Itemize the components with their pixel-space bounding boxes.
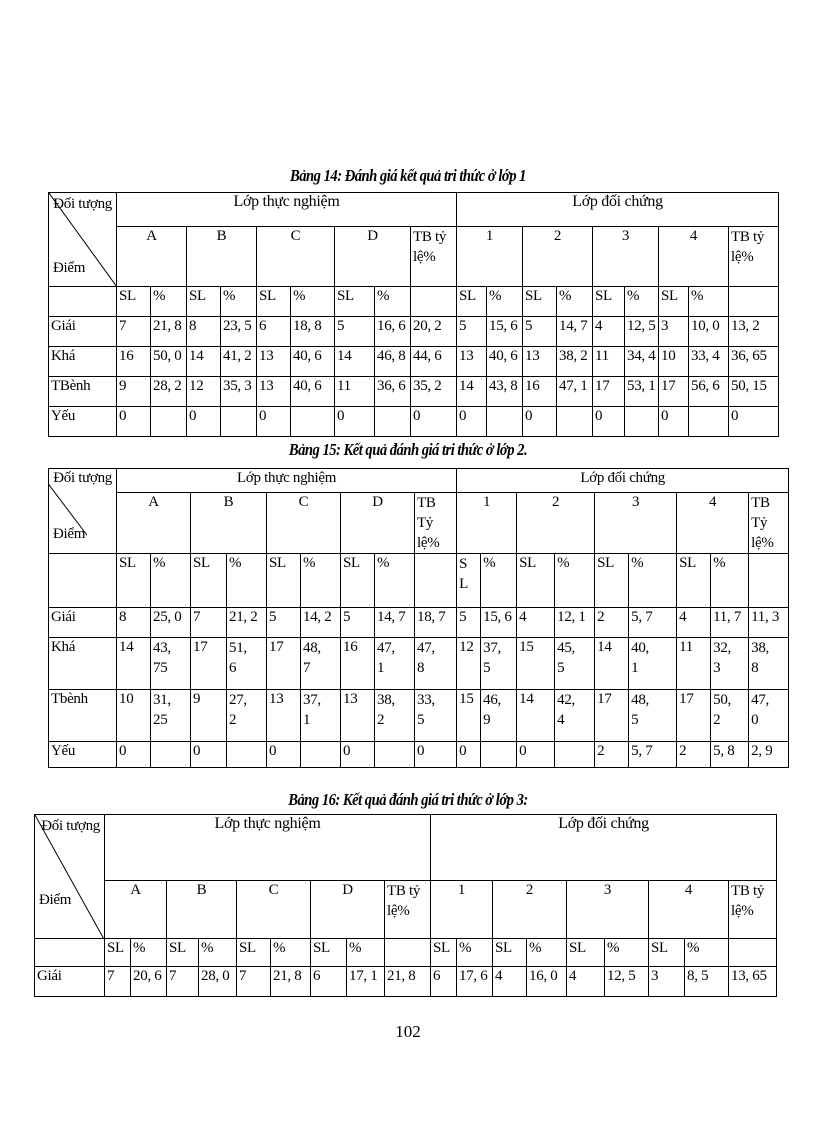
table-cell: 0 xyxy=(457,407,487,437)
corner-bottom-label: Điểm xyxy=(53,526,86,542)
row-label: TBènh xyxy=(49,377,117,407)
row-label: Yếu xyxy=(49,407,117,437)
sl-label: SL xyxy=(191,554,227,608)
row-label: Khá xyxy=(49,638,117,690)
table-cell: 0 xyxy=(517,742,555,768)
table-cell: 0 xyxy=(117,407,151,437)
row-label: Tbènh xyxy=(49,690,117,742)
col-header: 2 xyxy=(493,881,567,939)
pct-label: % xyxy=(555,554,595,608)
pct-label: % xyxy=(291,287,335,317)
table-row xyxy=(49,317,779,347)
table-cell: 40, 1 xyxy=(629,638,677,690)
col-header: B xyxy=(187,227,257,287)
empty-cell xyxy=(35,939,105,967)
pct-label: % xyxy=(151,554,191,608)
table-cell: 51, 6 xyxy=(227,638,267,690)
pct-label: % xyxy=(481,554,517,608)
row-label: Giái xyxy=(49,317,117,347)
table-cell: 27, 2 xyxy=(227,690,267,742)
table-cell: 13 xyxy=(457,347,487,377)
pct-label: % xyxy=(271,939,311,967)
corner-top-label: Đối tượng xyxy=(53,196,112,212)
corner-bottom-label: Điểm xyxy=(53,260,86,276)
row-label: Yếu xyxy=(49,742,117,768)
table-cell: 16 xyxy=(341,638,375,690)
sl-label: SL xyxy=(341,554,375,608)
sl-label: SL xyxy=(311,939,347,967)
table-cell: 8 xyxy=(187,317,221,347)
table-cell: 14, 7 xyxy=(375,608,415,638)
table-cell: 14 xyxy=(117,638,151,690)
table-cell: 17 xyxy=(595,690,629,742)
pct-label: % xyxy=(199,939,237,967)
col-header: 4 xyxy=(659,227,729,287)
table-cell: 5 xyxy=(457,608,481,638)
table16-caption: Bảng 16: Kết quả đánh giá tri thức ở lớp 3: xyxy=(288,790,528,809)
empty-cell xyxy=(49,554,117,608)
table-cell: 13 xyxy=(257,347,291,377)
table16-corner xyxy=(35,815,105,939)
table-cell: 14, 2 xyxy=(301,608,341,638)
sl-label: SL xyxy=(335,287,375,317)
table-cell: 15 xyxy=(517,638,555,690)
pct-label: % xyxy=(557,287,593,317)
table-cell: 7 xyxy=(167,967,199,997)
table-cell: 36, 6 xyxy=(375,377,411,407)
table-cell: 47, 0 xyxy=(749,690,789,742)
tb-header: TB Tỷ lệ% xyxy=(749,493,789,554)
table-cell: 12, 5 xyxy=(625,317,659,347)
table-row xyxy=(49,608,789,638)
table-row xyxy=(49,407,779,437)
table-cell xyxy=(375,742,415,768)
table-cell: 18, 7 xyxy=(415,608,457,638)
col-header: C xyxy=(237,881,311,939)
table-cell: 21, 2 xyxy=(227,608,267,638)
pct-label: % xyxy=(221,287,257,317)
col-header: D xyxy=(311,881,385,939)
table-cell: 48, 5 xyxy=(629,690,677,742)
group-exp-header: Lớp thực nghiệm xyxy=(117,193,457,227)
table-row xyxy=(49,377,779,407)
table-cell: 35, 3 xyxy=(221,377,257,407)
group-ctrl-header: Lớp đối chứng xyxy=(431,815,777,881)
pct-label: % xyxy=(131,939,167,967)
table-cell: 18, 8 xyxy=(291,317,335,347)
table-cell: 25, 0 xyxy=(151,608,191,638)
sl-label: SL xyxy=(431,939,457,967)
table-cell: 11, 7 xyxy=(711,608,749,638)
sl-row xyxy=(35,939,777,967)
sl-label: SL xyxy=(117,554,151,608)
empty-cell xyxy=(749,554,789,608)
table-cell: 6 xyxy=(257,317,291,347)
table-cell: 11 xyxy=(593,347,625,377)
sl-label: SL xyxy=(517,554,555,608)
table-cell: 28, 0 xyxy=(199,967,237,997)
table-cell: 10 xyxy=(659,347,689,377)
table15 xyxy=(48,468,789,768)
pct-label: % xyxy=(625,287,659,317)
sl-row xyxy=(49,554,789,608)
table16 xyxy=(34,814,777,997)
table-cell: 31, 25 xyxy=(151,690,191,742)
pct-label: % xyxy=(375,287,411,317)
pct-label: % xyxy=(151,287,187,317)
empty-cell xyxy=(49,287,117,317)
table-cell: 0 xyxy=(729,407,779,437)
table-cell: 12 xyxy=(187,377,221,407)
sl-label: SL xyxy=(659,287,689,317)
table-cell: 20, 2 xyxy=(411,317,457,347)
col-header: 4 xyxy=(649,881,729,939)
pct-label: % xyxy=(685,939,729,967)
table-cell: 43, 8 xyxy=(487,377,523,407)
table-cell: 0 xyxy=(659,407,689,437)
table-cell: 7 xyxy=(105,967,131,997)
col-header: 1 xyxy=(457,493,517,554)
table-cell: 36, 65 xyxy=(729,347,779,377)
table-cell: 5, 7 xyxy=(629,742,677,768)
table-cell: 0 xyxy=(257,407,291,437)
col-header: A xyxy=(117,227,187,287)
sl-label: SL xyxy=(167,939,199,967)
empty-cell xyxy=(411,287,457,317)
table-cell: 15, 6 xyxy=(487,317,523,347)
table-cell: 13 xyxy=(267,690,301,742)
table-cell: 2 xyxy=(677,742,711,768)
table-cell: 4 xyxy=(517,608,555,638)
table-cell: 8 xyxy=(117,608,151,638)
sl-label: SL xyxy=(523,287,557,317)
empty-cell xyxy=(415,554,457,608)
table-cell: 43, 75 xyxy=(151,638,191,690)
table-cell: 3 xyxy=(649,967,685,997)
table-cell xyxy=(555,742,595,768)
table-row xyxy=(49,690,789,742)
table-cell: 9 xyxy=(117,377,151,407)
table-cell: 47, 1 xyxy=(375,638,415,690)
table-cell: 0 xyxy=(411,407,457,437)
sl-label: SL xyxy=(493,939,527,967)
table-cell: 46, 9 xyxy=(481,690,517,742)
table-cell: 15, 6 xyxy=(481,608,517,638)
table-cell xyxy=(557,407,593,437)
table-cell: 33, 4 xyxy=(689,347,729,377)
table-cell: 17, 6 xyxy=(457,967,493,997)
table-cell xyxy=(151,407,187,437)
corner-top-label: Đối tượng xyxy=(41,818,100,834)
sl-label: SL xyxy=(117,287,151,317)
table-cell: 40, 6 xyxy=(487,347,523,377)
table-cell: 13, 65 xyxy=(729,967,777,997)
table-cell: 7 xyxy=(191,608,227,638)
table-cell: 2 xyxy=(595,742,629,768)
table-cell: 0 xyxy=(267,742,301,768)
table-cell: 14, 7 xyxy=(557,317,593,347)
empty-cell xyxy=(729,287,779,317)
table-cell: 15 xyxy=(457,690,481,742)
table15-corner xyxy=(49,469,117,554)
table-cell: 5 xyxy=(335,317,375,347)
sl-label: SL xyxy=(237,939,271,967)
table-cell: 14 xyxy=(187,347,221,377)
pct-label: % xyxy=(347,939,385,967)
table-cell: 6 xyxy=(431,967,457,997)
col-header: 1 xyxy=(457,227,523,287)
sl-label: S L xyxy=(457,554,481,608)
table-row xyxy=(49,742,789,768)
table-cell: 13, 2 xyxy=(729,317,779,347)
table-cell xyxy=(375,407,411,437)
table-cell: 6 xyxy=(311,967,347,997)
table-cell: 17 xyxy=(593,377,625,407)
col-header: 4 xyxy=(677,493,749,554)
table-cell: 4 xyxy=(493,967,527,997)
table-cell: 7 xyxy=(237,967,271,997)
table-cell: 33, 5 xyxy=(415,690,457,742)
table14-caption: Bảng 14: Đánh giá kết quả tri thức ở lớp 1 xyxy=(290,166,526,185)
table-cell xyxy=(487,407,523,437)
pct-label: % xyxy=(527,939,567,967)
table14-corner xyxy=(49,193,117,287)
table-cell: 20, 6 xyxy=(131,967,167,997)
table-cell: 41, 2 xyxy=(221,347,257,377)
group-ctrl-header: Lớp đối chứng xyxy=(457,469,789,493)
table-cell: 21, 8 xyxy=(385,967,431,997)
sl-label: SL xyxy=(567,939,605,967)
table-cell: 0 xyxy=(415,742,457,768)
corner-top-label: Đối tượng xyxy=(53,470,112,486)
table-cell: 5 xyxy=(341,608,375,638)
table-cell: 14 xyxy=(457,377,487,407)
table-cell: 17 xyxy=(659,377,689,407)
table-cell: 0 xyxy=(523,407,557,437)
table-cell: 17 xyxy=(267,638,301,690)
table-cell: 0 xyxy=(341,742,375,768)
table-cell: 16 xyxy=(523,377,557,407)
empty-cell xyxy=(385,939,431,967)
table-cell: 21, 8 xyxy=(271,967,311,997)
table-cell: 16, 6 xyxy=(375,317,411,347)
col-header: D xyxy=(335,227,411,287)
table-cell: 23, 5 xyxy=(221,317,257,347)
table-cell: 12, 1 xyxy=(555,608,595,638)
table-row xyxy=(35,967,777,997)
table-cell: 42, 4 xyxy=(555,690,595,742)
tb-header: TB Tỷ lệ% xyxy=(415,493,457,554)
table-cell xyxy=(151,742,191,768)
table14 xyxy=(48,192,779,437)
group-ctrl-header: Lớp đối chứng xyxy=(457,193,779,227)
col-header: 3 xyxy=(595,493,677,554)
table-cell: 17 xyxy=(677,690,711,742)
pct-label: % xyxy=(227,554,267,608)
sl-label: SL xyxy=(595,554,629,608)
pct-label: % xyxy=(375,554,415,608)
page-number: 102 xyxy=(395,1022,421,1041)
col-header: 3 xyxy=(567,881,649,939)
table-cell: 32, 3 xyxy=(711,638,749,690)
col-header: B xyxy=(167,881,237,939)
table-cell: 14 xyxy=(335,347,375,377)
sl-label: SL xyxy=(457,287,487,317)
empty-cell xyxy=(729,939,777,967)
pct-label: % xyxy=(689,287,729,317)
table-cell: 35, 2 xyxy=(411,377,457,407)
table-cell: 5 xyxy=(523,317,557,347)
table-cell: 13 xyxy=(257,377,291,407)
col-header: A xyxy=(117,493,191,554)
table-cell: 40, 6 xyxy=(291,347,335,377)
table-cell: 4 xyxy=(593,317,625,347)
table-cell: 0 xyxy=(335,407,375,437)
table-cell: 44, 6 xyxy=(411,347,457,377)
table-cell: 38, 8 xyxy=(749,638,789,690)
table-cell: 50, 2 xyxy=(711,690,749,742)
table-cell: 46, 8 xyxy=(375,347,411,377)
table-cell: 34, 4 xyxy=(625,347,659,377)
table-cell: 5 xyxy=(267,608,301,638)
table-cell: 50, 0 xyxy=(151,347,187,377)
table-cell: 9 xyxy=(191,690,227,742)
sl-row xyxy=(49,287,779,317)
sl-label: SL xyxy=(649,939,685,967)
table-cell: 5, 7 xyxy=(629,608,677,638)
table-cell: 8, 5 xyxy=(685,967,729,997)
table-cell: 12, 5 xyxy=(605,967,649,997)
table-cell: 7 xyxy=(117,317,151,347)
table-cell: 47, 8 xyxy=(415,638,457,690)
table-cell: 5 xyxy=(457,317,487,347)
col-header: 3 xyxy=(593,227,659,287)
pct-label: % xyxy=(457,939,493,967)
table-cell: 3 xyxy=(659,317,689,347)
col-header: 1 xyxy=(431,881,493,939)
table-cell: 4 xyxy=(677,608,711,638)
table-cell: 21, 8 xyxy=(151,317,187,347)
table-cell: 0 xyxy=(187,407,221,437)
col-header: A xyxy=(105,881,167,939)
col-header: 2 xyxy=(517,493,595,554)
pct-label: % xyxy=(301,554,341,608)
table-cell: 0 xyxy=(191,742,227,768)
group-exp-header: Lớp thực nghiệm xyxy=(105,815,431,881)
table-cell: 2 xyxy=(595,608,629,638)
sl-label: SL xyxy=(187,287,221,317)
table-cell: 38, 2 xyxy=(375,690,415,742)
table-cell: 0 xyxy=(457,742,481,768)
col-header: C xyxy=(267,493,341,554)
table-cell: 17, 1 xyxy=(347,967,385,997)
sl-label: SL xyxy=(257,287,291,317)
table-cell: 14 xyxy=(517,690,555,742)
table-cell: 2, 9 xyxy=(749,742,789,768)
tb-header: TB tỷ lệ% xyxy=(385,881,431,939)
table-cell: 47, 1 xyxy=(557,377,593,407)
col-header: 2 xyxy=(523,227,593,287)
table-cell: 0 xyxy=(593,407,625,437)
group-exp-header: Lớp thực nghiệm xyxy=(117,469,457,493)
table-cell: 40, 6 xyxy=(291,377,335,407)
sl-label: SL xyxy=(267,554,301,608)
table-cell: 28, 2 xyxy=(151,377,187,407)
table-cell xyxy=(227,742,267,768)
sl-label: SL xyxy=(677,554,711,608)
table-cell xyxy=(481,742,517,768)
sl-label: SL xyxy=(593,287,625,317)
table-cell: 11 xyxy=(335,377,375,407)
table-cell: 11 xyxy=(677,638,711,690)
table-cell: 17 xyxy=(191,638,227,690)
table-cell xyxy=(301,742,341,768)
table-cell: 4 xyxy=(567,967,605,997)
table-cell: 13 xyxy=(523,347,557,377)
corner-bottom-label: Điểm xyxy=(39,892,72,908)
row-label: Giái xyxy=(49,608,117,638)
table-cell xyxy=(291,407,335,437)
pct-label: % xyxy=(487,287,523,317)
table-cell: 14 xyxy=(595,638,629,690)
pct-label: % xyxy=(629,554,677,608)
pct-label: % xyxy=(711,554,749,608)
table-row xyxy=(49,347,779,377)
table-cell: 48, 7 xyxy=(301,638,341,690)
row-label: Khá xyxy=(49,347,117,377)
table-cell xyxy=(689,407,729,437)
tb-header: TB tỷ lệ% xyxy=(411,227,457,287)
table-cell: 53, 1 xyxy=(625,377,659,407)
table-cell: 10, 0 xyxy=(689,317,729,347)
sl-label: SL xyxy=(105,939,131,967)
table-cell: 12 xyxy=(457,638,481,690)
col-header: D xyxy=(341,493,415,554)
table-cell xyxy=(221,407,257,437)
table-cell: 50, 15 xyxy=(729,377,779,407)
table-cell: 10 xyxy=(117,690,151,742)
table-cell xyxy=(625,407,659,437)
col-header: C xyxy=(257,227,335,287)
table-cell: 45, 5 xyxy=(555,638,595,690)
table-row xyxy=(49,638,789,690)
col-header: B xyxy=(191,493,267,554)
table15-caption: Bảng 15: Kết quả đánh giá tri thức ở lớp 2. xyxy=(288,440,528,459)
table-cell: 16 xyxy=(117,347,151,377)
tb-header: TB tỷ lệ% xyxy=(729,881,777,939)
table-cell: 37, 1 xyxy=(301,690,341,742)
table-cell: 56, 6 xyxy=(689,377,729,407)
table-cell: 11, 3 xyxy=(749,608,789,638)
table-cell: 38, 2 xyxy=(557,347,593,377)
table-cell: 13 xyxy=(341,690,375,742)
table-cell: 37, 5 xyxy=(481,638,517,690)
table-cell: 16, 0 xyxy=(527,967,567,997)
table-cell: 5, 8 xyxy=(711,742,749,768)
row-label: Giái xyxy=(35,967,105,997)
tb-header: TB tỷ lệ% xyxy=(729,227,779,287)
pct-label: % xyxy=(605,939,649,967)
table-cell: 0 xyxy=(117,742,151,768)
